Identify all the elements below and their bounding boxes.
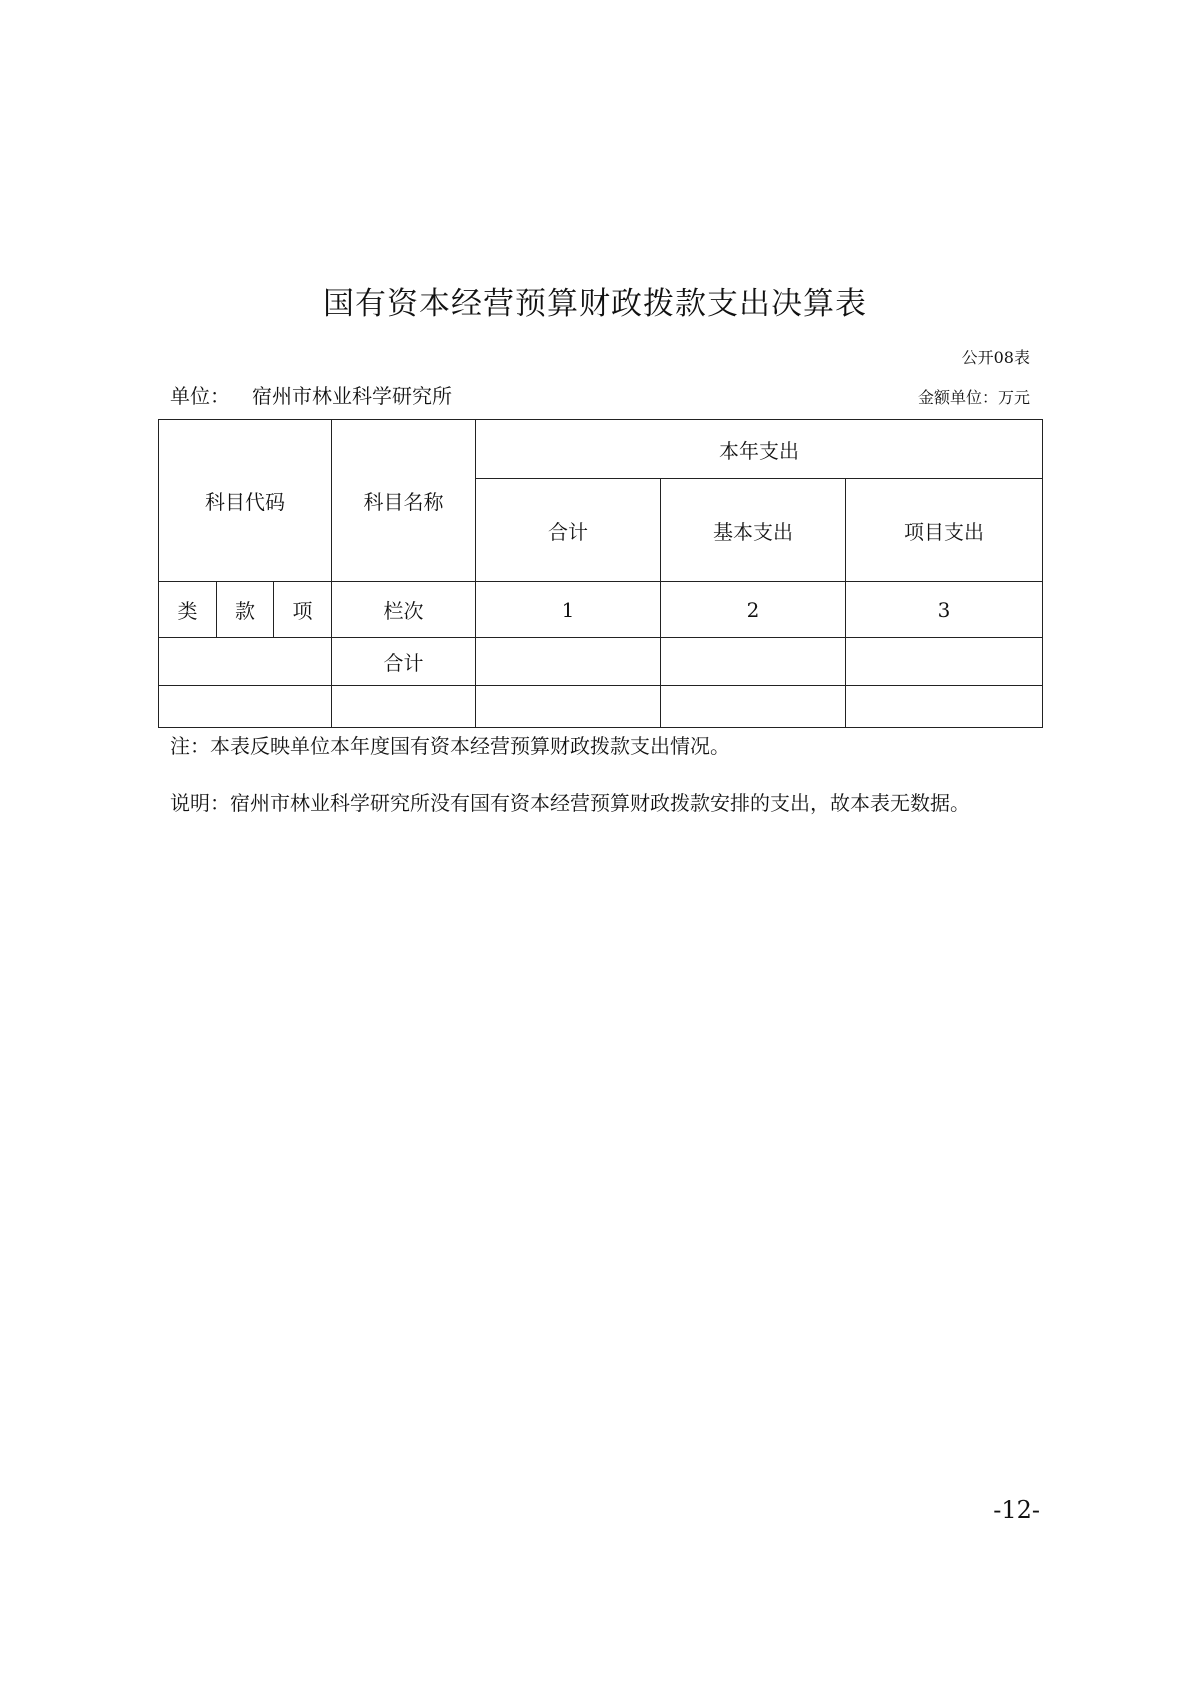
page-number: -12- [993, 1496, 1040, 1524]
subheader-col-2: 2 [661, 582, 846, 638]
header-subject-name: 科目名称 [332, 420, 476, 582]
empty-row-total [476, 686, 661, 728]
header-project-expenditure: 项目支出 [846, 479, 1043, 582]
subheader-xiang: 项 [274, 582, 332, 638]
total-row-code [159, 638, 332, 686]
header-basic-expenditure: 基本支出 [661, 479, 846, 582]
header-current-year-expenditure: 本年支出 [476, 420, 1043, 479]
unit-line [170, 380, 452, 409]
empty-row-name [332, 686, 476, 728]
total-row-total [476, 638, 661, 686]
amount-unit: 金额单位：万元 [917, 388, 1030, 407]
subheader-col-3: 3 [846, 582, 1043, 638]
table-description: 说明：宿州市林业科学研究所没有国有资本经营预算财政拨款安排的支出，故本表无数据。 [170, 791, 970, 815]
total-row-project [846, 638, 1043, 686]
unit-name: 宿州市林业科学研究所 [252, 384, 452, 408]
subheader-column-no: 栏次 [332, 582, 476, 638]
subheader-lei: 类 [159, 582, 217, 638]
empty-row-basic [661, 686, 846, 728]
empty-row-project [846, 686, 1043, 728]
header-subject-code: 科目代码 [159, 420, 332, 582]
table-number: 公开08表 [961, 348, 1030, 367]
subheader-col-1: 1 [476, 582, 661, 638]
unit-label: 单位： [170, 384, 230, 408]
subheader-kuan: 款 [217, 582, 274, 638]
table-note: 注：本表反映单位本年度国有资本经营预算财政拨款支出情况。 [170, 734, 730, 758]
empty-row-code [159, 686, 332, 728]
expenditure-table [158, 419, 1043, 728]
header-total: 合计 [476, 479, 661, 582]
total-row-basic [661, 638, 846, 686]
total-row-label: 合计 [332, 638, 476, 686]
page-title: 国有资本经营预算财政拨款支出决算表 [323, 286, 867, 322]
